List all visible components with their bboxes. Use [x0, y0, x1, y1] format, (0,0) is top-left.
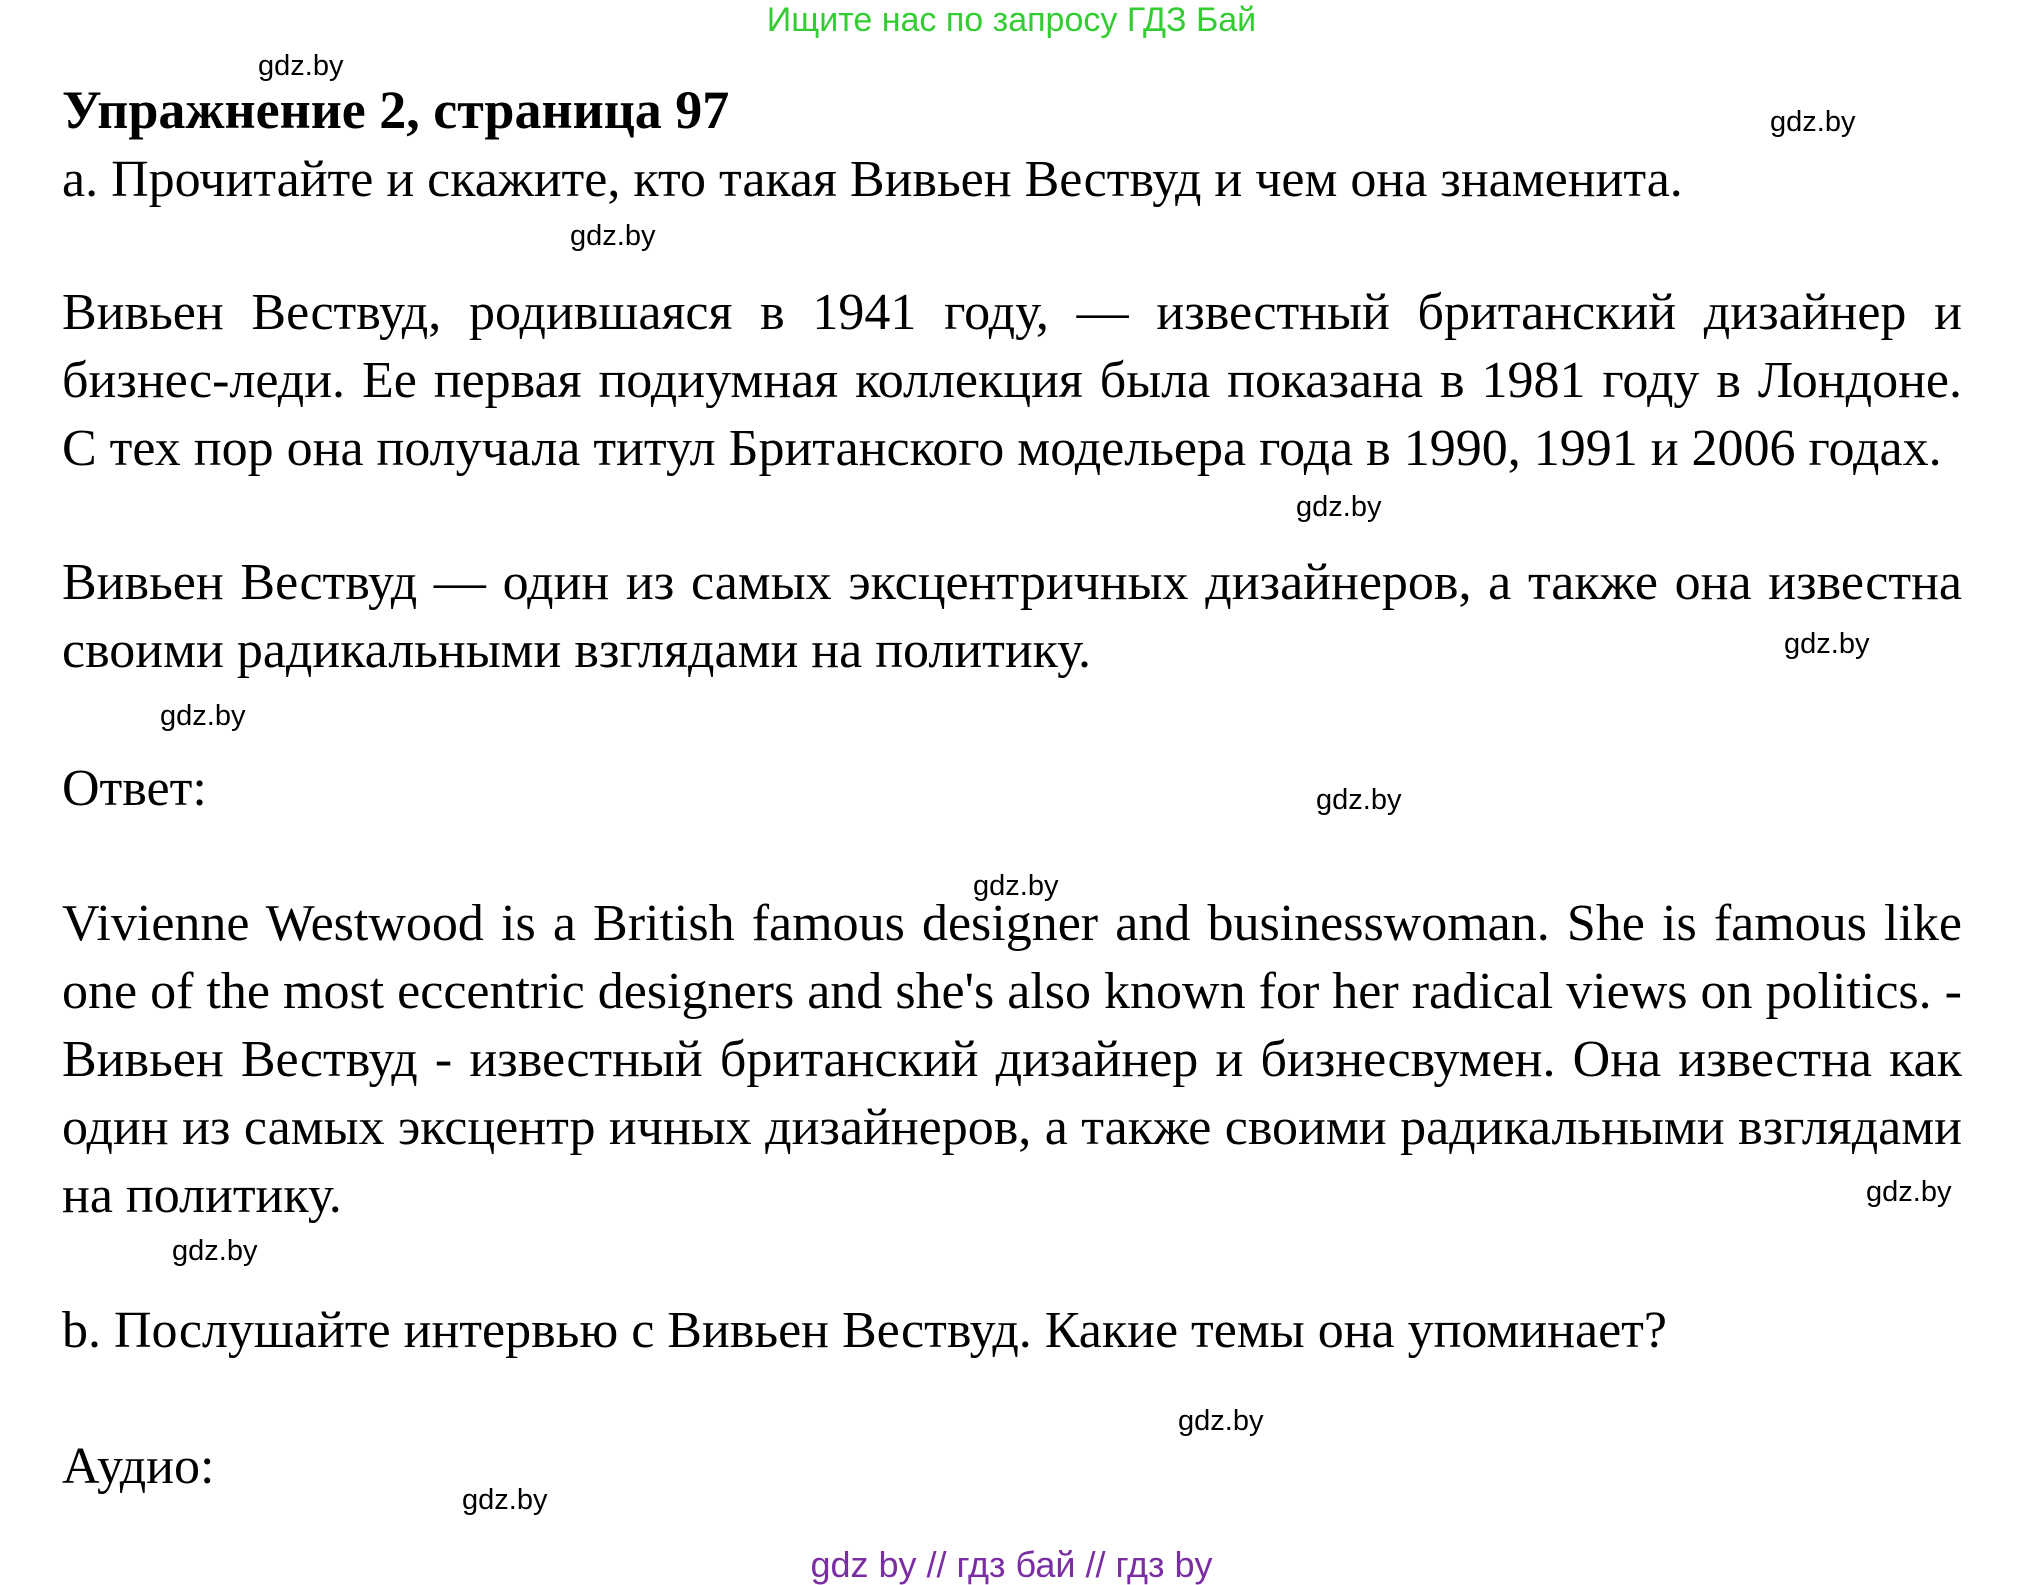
- audio-label: Аудио:: [62, 1438, 215, 1495]
- watermark: gdz.by: [1316, 784, 1402, 816]
- watermark: gdz.by: [1178, 1405, 1264, 1437]
- watermark: gdz.by: [1866, 1176, 1952, 1208]
- watermark: gdz.by: [570, 220, 656, 252]
- source-text-paragraph-1: Вивьен Вествуд, родившаяся в 1941 году, — известный британский дизайнер и бизнес-леди. Ее первая подиумная коллекция была показана в 1981 году в Лондоне. С тех пор она получала титул Британского модельера года в 1990, 1991 и 2006 годах.: [62, 284, 1962, 477]
- exercise-title: Упражнение 2, страница 97: [62, 80, 730, 140]
- watermark: gdz.by: [258, 50, 344, 82]
- answer-text: Vivienne Westwood is a British famous designer and businesswoman. She is famous like one of the most eccentric designers and she's also known for her radical views on politics. - Вивьен Вествуд - известный британский дизайнер и бизнесвумен. Она известна как один из самых эксцентр ичных дизайнеров, а также своими радикальными взглядами на политику.: [62, 895, 1962, 1224]
- footer-links: gdz by // гдз бай // гдз by: [810, 1544, 1213, 1585]
- watermark: gdz.by: [462, 1484, 548, 1516]
- watermark: gdz.by: [172, 1235, 258, 1267]
- watermark: gdz.by: [1296, 491, 1382, 523]
- answer-label: Ответ:: [62, 760, 207, 817]
- watermark: gdz.by: [1770, 106, 1856, 138]
- source-text-paragraph-2: Вивьен Вествуд — один из самых эксцентричных дизайнеров, а также она известна своими радикальными взглядами на политику.: [62, 554, 1962, 679]
- watermark: gdz.by: [160, 700, 246, 732]
- task-b-instruction: b. Послушайте интервью с Вивьен Вествуд. Какие темы она упоминает?: [62, 1302, 1667, 1359]
- search-banner: Ищите нас по запросу ГДЗ Бай: [766, 1, 1257, 39]
- task-a-instruction: a. Прочитайте и скажите, кто такая Вивьен Вествуд и чем она знаменита.: [62, 151, 1683, 208]
- watermark: gdz.by: [973, 870, 1059, 902]
- watermark: gdz.by: [1784, 628, 1870, 660]
